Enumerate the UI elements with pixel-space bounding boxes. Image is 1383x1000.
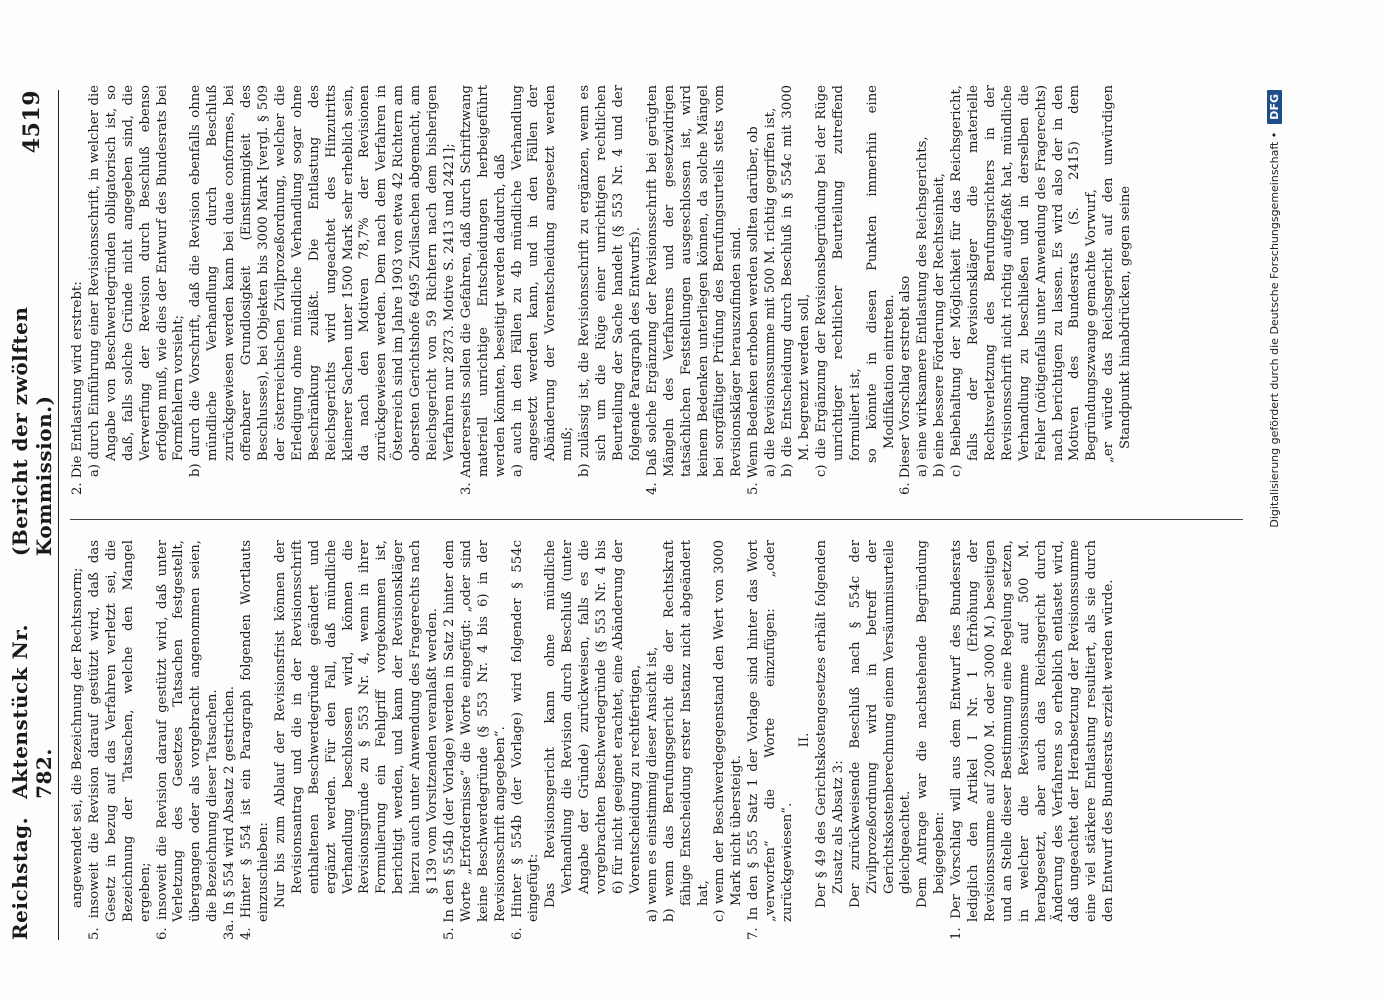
column-divider <box>70 519 1243 520</box>
paragraph: a) die Revisionssumme mit 500 M. richtig gegriffen ist, <box>763 107 779 477</box>
paragraph: 3a. In § 554 wird Absatz 2 gestrichen. <box>222 686 238 940</box>
paragraph: angewendet sei, die Bezeichnung der Rechtsnorm; <box>70 567 85 908</box>
paragraph: Der zurückweisende Beschluß nach § 554c der Zivilprozeßordnung wird in betreff der Gerichtskostenberechnung einem Versäumnisurteile gleichgeachtet. <box>847 540 914 908</box>
digitization-credit <box>1263 90 1285 940</box>
paragraph: 5. Wenn Bedenken erhoben werden sollten darüber, ob <box>746 126 762 495</box>
paragraph: II. <box>796 732 812 748</box>
paragraph: 2. Die Entlastung wird erstrebt: <box>70 281 85 495</box>
paragraph: 5. In den § 554b (der Vorlage) werden in Satz 2 hinter dem Worte „Erfordernisse“ die Worte eingefügt: „oder sind keine Beschwerdegründe (§ 553 Nr. 4 bis 6) in der Revisionsschrift angegeben“. <box>441 540 508 940</box>
paragraph: Nur bis zum Ablauf der Revisionsfrist können der Revisionsantrag und die in der Revisionsschrift enthaltenen Beschwerdegründe geändert und ergänzt werden. Für den Fall, daß mündliche Verhandlung beschlossen wird, können die Revisionsgründe zu § 553 Nr. 4, wenn in ihrer Formulierung ein Fehlgriff vorgekommen ist, berichtigt werden, und kann der Revisionskläger hierzu auch unter Anwendung des Fragerechts nach § 139 vom Vorsitzenden veranlaßt werden. <box>272 540 441 908</box>
credit-text: Digitalisierung gefördert durch die Deutsche Forschungsgemeinschaft • <box>1267 131 1281 528</box>
paragraph: 4. Hinter § 554 ist ein Paragraph folgenden Wortlauts einzuschieben: <box>239 540 271 940</box>
dfg-logo: DFG <box>1267 90 1282 124</box>
paragraph: Dem Antrage war die nachstehende Begründung beigegeben: <box>915 540 948 908</box>
paragraph: so könnte in diesen Punkten immerhin eine Modifikation eintreten. <box>864 85 897 463</box>
paragraph: 3. Andererseits sollen die Gefahren, daß durch Schriftzwang materiell unrichtige Entscheidungen herbeigeführt werden könnten, beseitigt werden dadurch, daß <box>458 85 508 495</box>
paragraph: b) durch die Vorschrift, daß die Revision ebenfalls ohne mündliche Verhandlung durch Beschluß zurückgewiesen werden kann bei duae conformes, bei offenbarer Grundlosigkeit (Einstimmigkeit des Beschlusses), bei Objekten bis 3000 Mark [vergl. § 509 der österreichischen Zivilprozeßordnung, welcher die Erledigung ohne mündliche Verhandlung sogar ohne Beschränkung zuläßt. Die Entlastung des Reichsgerichts wird ungeachtet des Hinzutritts kleinerer Sachen unter 1500 Mark sehr erheblich sein, da nach den Motiven 78,7% der Revisionen zurückgewiesen werden. Dem nach dem Verfahren in Österreich sind im Jahre 1903 von etwa 42 Richtern am obersten Gerichtshofe 6495 Zivilsachen abgemacht, am Reichsgericht von 59 Richtern nach dem bisherigen Verfahren nur 2873. Motive S. 2413 und 2421]; <box>188 85 457 477</box>
header-left: Reichstag. <box>8 816 32 940</box>
paragraph: a) eine wirksamere Entlastung des Reichsgerichts, <box>915 136 931 477</box>
paragraph: a) wenn es einstimmig dieser Ansicht ist, <box>644 646 660 922</box>
paragraph: c) Beibehaltung der Möglichkeit für das Reichsgericht, falls der Revisionskläger die materielle Rechtsverletzung des Berufungsrichters in der Revisionsschrift nicht richtig aufgefaßt hat, mündliche Verhandlung zu beschließen und in derselben die Fehler (nötigenfalls unter Anwendung des Fragerechts) nach berichtigen zu lassen. Es wird also der in den Motiven des Bundesrats (S. 2415) dem Begründungszwange gemachte Vorwurf, <box>949 85 1100 477</box>
paragraph: b) eine bessere Förderung der Rechtseinheit, <box>932 173 948 477</box>
paragraph: b) wenn das Berufungsgericht die der Rechtskraft fähige Entscheidung erster Instanz nicht abgeändert hat, <box>661 540 711 922</box>
paragraph: a) durch Einführung einer Revisionsschrift, in welcher die Angabe von Beschwerdegründen obligatorisch ist, so daß, falls solche Gründe nicht angegeben sind, die Verwerfung der Revision durch Beschluß ebenso erfolgen muß, wie dies der Entwurf des Bundesrats bei Formfehlern vorsieht; <box>86 85 187 477</box>
header-subtitle: (Bericht der zwölften Kommission.) <box>8 306 56 557</box>
paragraph: b) die Entscheidung durch Beschluß in § 554c mit 3000 M. begrenzt werden soll, <box>780 85 812 477</box>
header-rule <box>58 90 59 940</box>
paragraph: „er würde das Reichsgericht auf den unwürdigen Standpunkt hinabdrücken, gegen seine <box>1101 85 1134 463</box>
paragraph: 6. insoweit die Revision darauf gestützt wird, daß unter Verletzung des Gesetzes Tatsachen festgestellt, übergangen oder als vorgebracht angenommen seien, die Bezeichnung dieser Tatsachen. <box>154 540 221 940</box>
paragraph: 1. Der Vorschlag will aus dem Entwurf des Bundesrats lediglich den Artikel I Nr. 1 (Erhöhung der Revisionssumme auf 2000 M. oder 3000 M.) beseitigen und an Stelle dieser Bestimmung eine Regelung setzen, in welcher die Revisionssumme auf 500 M. herabgesetzt, aber auch das Reichsgericht durch Änderung des Verfahrens so erheblich entlastet wird, daß ungeachtet der Herabsetzung der Revisionssumme eine viel stärkere Entlastung resultiert, als sie durch den Entwurf des Bundesrats erzielt werden würde. <box>949 540 1117 940</box>
paragraph: 5. insoweit die Revision darauf gestützt wird, daß das Gesetz in bezug auf das Verfahren verletzt sei, die Bezeichnung der Tatsachen, welche den Mangel ergeben; <box>86 540 153 940</box>
paragraph: Das Revisionsgericht kann ohne mündliche Verhandlung die Revision durch Beschluß (unter Angabe der Gründe) zurückweisen, falls es die vorgebrachten Beschwerdegründe (§ 553 Nr. 4 bis 6) für nicht geeignet erachtet, eine Abänderung der Vorentscheidung zu rechtfertigen, <box>543 540 643 908</box>
paragraph: c) wenn der Beschwerdegegenstand den Wert von 3000 Mark nicht übersteigt. <box>712 540 745 922</box>
paragraph: b) zulässig ist, die Revisionsschrift zu ergänzen, wenn es sich um die Rüge einer unrichtigen rechtlichen Beurteilung der Sache handelt (§ 553 Nr. 4 und der folgende Paragraph des Entwurfs). <box>577 85 643 477</box>
right-column <box>70 85 1243 495</box>
header-document-number: Aktenstück Nr. 782. <box>8 624 56 799</box>
paragraph: Der § 49 des Gerichtskostengesetzes erhält folgenden Zusatz als Absatz 3: <box>813 540 846 908</box>
left-column <box>70 540 1243 940</box>
paragraph: a) auch in den Fällen zu 4b mündliche Verhandlung angesetzt werden kann, und in den Fällen der Abänderung der Vorentscheidung angesetzt werden muß; <box>509 85 576 477</box>
paragraph: 6. Hinter § 554b (der Vorlage) wird folgender § 554c eingefügt: <box>509 540 542 940</box>
paragraph: 6. Dieser Vorschlag erstrebt also <box>898 275 914 495</box>
page-number: 4519 <box>19 90 45 154</box>
paragraph: 7. In den § 555 Satz 1 der Vorlage sind hinter das Wort „verworfen“ die Worte einzufügen: „oder zurückgewiesen“. <box>746 540 796 940</box>
page-header <box>8 90 56 940</box>
paragraph: 4. Daß solche Ergänzung der Revisionsschrift bei gerügten Mängeln des Verfahrens und der gesetzwidrigen tatsächlichen Feststellungen ausgeschlossen ist, wird keinem Bedenken unterliegen können, da solche Mängel bei sorgfältiger Prüfung des Berufungsurteils stets vom Revisionskläger herauszufinden sind. <box>644 85 745 495</box>
paragraph: c) die Ergänzung der Revisionsbegründung bei der Rüge unrichtiger rechtlicher Beurteilung zutreffend formuliert ist, <box>813 85 863 477</box>
